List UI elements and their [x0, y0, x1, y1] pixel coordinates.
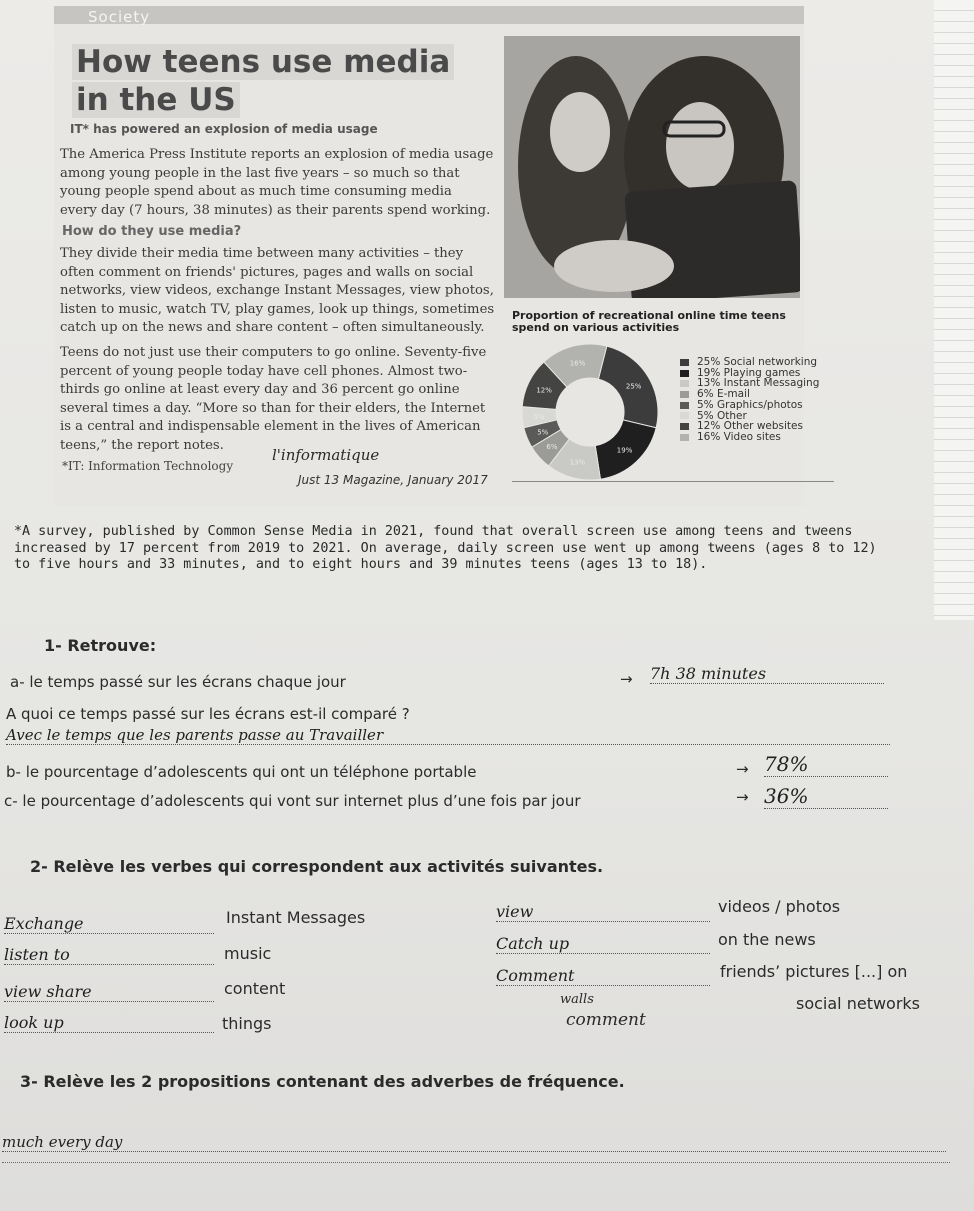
notebook-edge [934, 0, 974, 620]
activity-right-4: social networks [796, 994, 921, 1013]
legend-item [680, 400, 819, 411]
article-title-line1: How teens use media [72, 44, 454, 80]
answer-compare[interactable]: Avec le temps que les parents passe au Travailler [6, 726, 890, 745]
article-lead: IT* has powered an explosion of media usage [70, 122, 378, 136]
text-line: Teens do not just use their computers to go online. Seventy-five [60, 345, 487, 360]
handwritten-note: l'informatique [272, 446, 380, 464]
pie-slice-label: 19% [616, 446, 633, 455]
teens-tablet-photo [504, 36, 800, 298]
verb-answer-right-1[interactable]: view [496, 902, 710, 922]
verb-answer-left-4[interactable]: look up [4, 1013, 214, 1033]
activity-left-2: music [224, 944, 272, 963]
legend-swatch [680, 370, 689, 377]
survey-line: increased by 17 percent from 2019 to 2021. On average, daily screen use went up among tweens (ages 8 to 12) [14, 540, 877, 556]
activity-right-3: friends’ pictures [...] on [720, 962, 908, 981]
article-paragraph-1 [60, 146, 494, 220]
article-source: Just 13 Magazine, January 2017 [298, 473, 488, 487]
text-line: networks, view videos, exchange Instant Messages, view photos, [60, 283, 494, 299]
question-b: b- le pourcentage d’adolescents qui ont un téléphone portable [6, 763, 477, 781]
legend-swatch [680, 412, 689, 419]
activity-right-2: on the news [718, 930, 816, 949]
legend-label: 12% Other websites [697, 420, 803, 433]
activity-left-4: things [222, 1014, 272, 1033]
activity-right-1: videos / photos [718, 897, 841, 916]
text-line: The America Press Institute reports an explosion of media usage [60, 147, 494, 162]
photo-illustration [504, 36, 800, 298]
pie-slice-label: 13% [569, 458, 586, 467]
survey-line: to five hours and 33 minutes, and to eight hours and 39 minutes teens (ages 13 to 18). [14, 557, 708, 572]
survey-line: *A survey, published by Common Sense Media in 2021, found that overall screen use among teens and tweens [14, 524, 853, 539]
pie-slice-label: 5% [537, 428, 549, 437]
legend-label: 6% E-mail [697, 388, 750, 401]
verb-answer-right-2[interactable]: Catch up [496, 934, 710, 954]
text-line: young people spend about as much time consuming media [60, 184, 452, 200]
legend-label: 5% Other [697, 409, 747, 422]
exercise1-heading: 1- Retrouve: [44, 636, 157, 655]
article-paragraph-3 [60, 344, 487, 456]
handwritten-comment: comment [566, 1010, 646, 1030]
text-line: catch up on the news and share content – often simultaneously. [60, 320, 485, 336]
pie-slice-label: 6% [546, 443, 558, 452]
pie-slice-label: 16% [569, 359, 586, 368]
text-line: They divide their media time between many activities – they [60, 246, 464, 261]
text-line: is a central and indispensable element in the lives of American [60, 419, 481, 435]
text-line: thirds go online at least every day and 36 percent go online [60, 382, 460, 398]
text-line: teens,” the report notes. [60, 437, 224, 453]
article-paragraph-2 [60, 245, 495, 338]
adverb-answer-1[interactable]: much every day [2, 1133, 946, 1152]
text-line: percent of young people today have cell phones. Almost two- [60, 363, 468, 379]
verb-answer-right-3[interactable]: Comment [496, 966, 710, 986]
legend-swatch [680, 380, 689, 387]
survey-paragraph [14, 524, 877, 574]
legend-label: 16% Video sites [697, 430, 781, 443]
adverb-answer-2-line[interactable] [2, 1162, 950, 1163]
pie-slice-label: 5% [533, 412, 545, 421]
legend-swatch [680, 391, 689, 398]
legend-swatch [680, 423, 689, 430]
arrow-a: → [620, 670, 633, 688]
text-line: listen to music, watch TV, play games, look up things, sometimes [60, 301, 495, 317]
legend-label: 13% Instant Messaging [697, 377, 820, 390]
chart-title: Proportion of recreational online time teens spend on various activities [512, 309, 786, 334]
arrow-b: → [736, 760, 749, 778]
pie-slice-label: 25% [625, 382, 642, 391]
verb-answer-left-1[interactable]: Exchange [4, 914, 214, 934]
text-line: often comment on friends' pictures, pages and walls on social [60, 264, 474, 280]
text-line: several times a day. “More so than for their elders, the Internet [60, 400, 486, 416]
arrow-c: → [736, 788, 749, 806]
exercise3-heading: 3- Relève les 2 propositions contenant des adverbes de fréquence. [20, 1072, 625, 1091]
legend-label: 25% Social networking [697, 356, 818, 368]
activity-left-1: Instant Messages [226, 908, 366, 927]
pie-chart [506, 338, 674, 488]
legend-item [680, 432, 819, 443]
verb-answer-left-2[interactable]: listen to [4, 945, 214, 965]
pie-slice-label: 12% [536, 386, 552, 395]
verb-answer-left-3[interactable]: view share [4, 982, 214, 1002]
text-line: among young people in the last five years – so much so that [60, 165, 460, 181]
chart-divider [512, 481, 834, 482]
chart-legend [680, 357, 819, 443]
exercise2-heading: 2- Relève les verbes qui correspondent aux activités suivantes. [30, 857, 604, 876]
answer-a[interactable]: 7h 38 minutes [650, 664, 884, 684]
article-title-line2: in the US [72, 82, 240, 118]
legend-swatch [680, 402, 689, 409]
question-compare: A quoi ce temps passé sur les écrans est-il comparé ? [6, 705, 410, 723]
legend-label: 5% Graphics/photos [697, 398, 803, 411]
legend-swatch [680, 434, 689, 441]
section-tag: Society [88, 8, 151, 26]
question-c: c- le pourcentage d’adolescents qui vont sur internet plus d’une fois par jour [4, 792, 581, 810]
question-a: a- le temps passé sur les écrans chaque jour [10, 673, 346, 691]
answer-c[interactable]: 36% [764, 784, 888, 809]
legend-swatch [680, 359, 689, 366]
verb-answer-right-4[interactable]: walls [560, 992, 594, 1007]
legend-label: 19% Playing games [697, 366, 801, 379]
activity-left-3: content [224, 979, 286, 998]
article-subheading: How do they use media? [62, 224, 242, 239]
text-line: every day (7 hours, 38 minutes) as their parents spend working. [60, 202, 491, 218]
footnote: *IT: Information Technology [62, 459, 234, 473]
answer-b[interactable]: 78% [764, 752, 888, 777]
